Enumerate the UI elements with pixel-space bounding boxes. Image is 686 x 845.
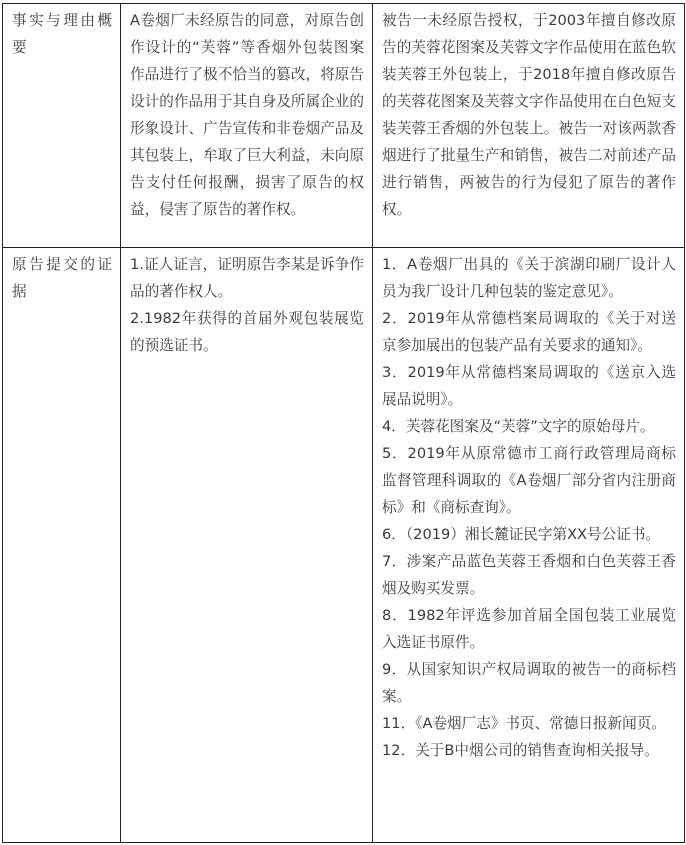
- evidence-item: 3．2019年从常德档案局调取的《送京入选展品说明》。: [382, 364, 676, 408]
- paragraph: A卷烟厂未经原告的同意，对原告创作设计的“芙蓉”等香烟外包装图案作品进行了极不恰当的篡改，将原告设计的作品用于其自身及所属企业的形象设计、广告宣传和非卷烟产品及其包装上，牟取了巨大利益，未向原告支付任何报酬，损害了原告的权益，侵害了原告的著作权。: [130, 12, 364, 218]
- paragraph: 被告一未经原告授权，于2003年擅自修改原告的芙蓉花图案及芙蓉文字作品使用在蓝色软装芙蓉王外包装上，于2018年擅自修改原告的芙蓉花图案及芙蓉文字作品使用在白色短支装芙蓉王香烟的外包装上。被告一对该两款香烟进行了批量生产和销售，被告二对前述产品进行销售，两被告的行为侵犯了原告的著作权。: [382, 12, 676, 218]
- evidence-item: 11．《A卷烟厂志》书页、常德日报新闻页。: [382, 715, 666, 732]
- table-row-facts: [3, 4, 685, 248]
- evidence-item: 12．关于B中烟公司的销售查询相关报导。: [382, 742, 659, 759]
- column-2-cell: [121, 248, 373, 843]
- evidence-item: 4．芙蓉花图案及“芙蓉”文字的原始母片。: [382, 418, 655, 435]
- evidence-item: 1.证人证言，证明原告李某是诉争作品的著作权人。: [130, 256, 364, 300]
- evidence-item: 5．2019年从原常德市工商行政管理局商标监督管理科调取的《A卷烟厂部分省内注册商标》和《商标查询》。: [382, 445, 676, 516]
- evidence-item: 8．1982年评选参加首届全国包装工业展览入选证书原件。: [382, 607, 676, 651]
- evidence-item: 2.1982年获得的首届外观包装展览的预选证书。: [130, 310, 364, 354]
- table-row-evidence: [3, 248, 685, 843]
- column-3-cell: [373, 248, 685, 843]
- row-label-cell: [3, 248, 121, 843]
- evidence-item: 2．2019年从常德档案局调取的《关于对送京参加展出的包装产品有关要求的通知》。: [382, 310, 676, 354]
- evidence-item: 1．A卷烟厂出具的《关于滨湖印刷厂设计人员为我厂设计几种包装的鉴定意见》。: [382, 256, 676, 300]
- evidence-item: 6．（2019）湘长麓证民字第XX号公证书。: [382, 526, 661, 543]
- row-label: 事实与理由概要: [12, 12, 112, 56]
- column-2-cell: [121, 4, 373, 248]
- row-label: 原告提交的证据: [12, 256, 112, 300]
- evidence-item: 7．涉案产品蓝色芙蓉王香烟和白色芙蓉王香烟及购买发票。: [382, 553, 676, 597]
- evidence-item: 9．从国家知识产权局调取的被告一的商标档案。: [382, 661, 676, 705]
- evidence-table: [2, 3, 685, 843]
- column-3-cell: [373, 4, 685, 248]
- row-label-cell: [3, 4, 121, 248]
